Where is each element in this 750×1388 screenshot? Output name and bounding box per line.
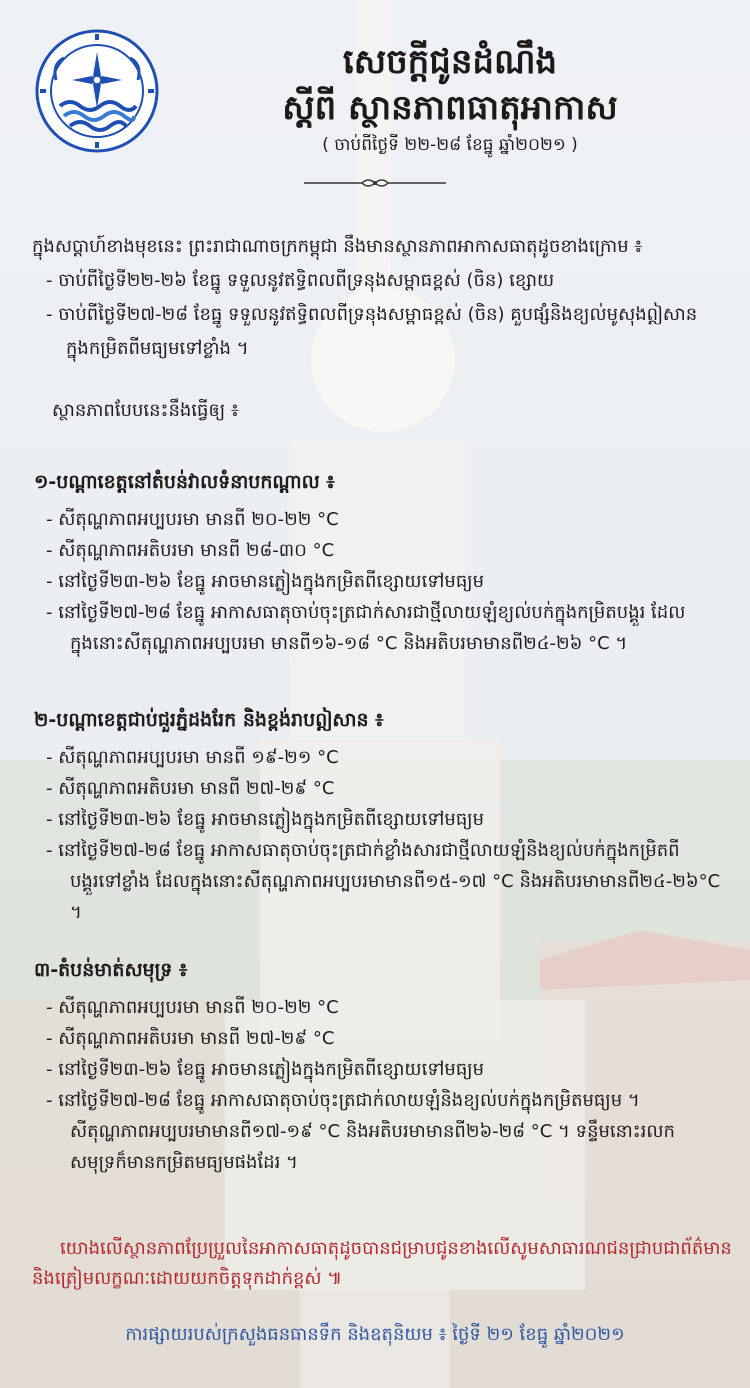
forecast-item: - សីតុណ្ហភាពអប្បបរមា មានពី ២០-២២ °C: [46, 997, 339, 1018]
page-title: សេចក្តីជូនដំណឹង: [342, 42, 558, 82]
forecast-item-continuation: ក្នុងនោះសីតុណ្ហភាពអប្បបរមា មានពី១៦-១៨ °C និងអតិបរមាមានពី២៤-២៦ °C ។: [70, 633, 628, 654]
ministry-logo-icon: [34, 28, 160, 154]
consequence-label: ស្ថានភាពបែបនេះនឹងធ្វើឲ្យ ៖: [52, 400, 239, 421]
forecast-item: - សីតុណ្ហភាពអប្បបរមា មានពី ១៩-២១ °C: [46, 747, 339, 768]
forecast-item: - នៅថ្ងៃទី២៧-២៨ ខែធ្នូ អាកាសធាតុចាប់ចុះត្រជាក់ខ្លាំងសារជាថ្មីលាយឡំនិងខ្យល់បក់ក្នុងកម្រិតពី: [46, 840, 680, 861]
notice-line: និងត្រៀមលក្ខណៈដោយយកចិត្តទុកដាក់ខ្ពស់ ៕: [32, 1268, 343, 1289]
page-subtitle: ស្តីពី ស្ថានភាពធាតុអាកាស: [282, 88, 618, 128]
section-heading: ៣-តំបន់មាត់សមុទ្រ ៖: [34, 959, 188, 981]
ornament-divider-icon: [300, 176, 450, 190]
forecast-item-continuation: សមុទ្រក៏មានកម្រិតមធ្យមផងដែរ ។: [70, 1152, 298, 1173]
intro-bullet: - ចាប់ពីថ្ងៃទី២២-២៦ ខែធ្នូ ទទួលនូវឥទ្ធិពលពីទ្រនុងសម្ពាធខ្ពស់ (ចិន) ខ្សោយ: [46, 270, 555, 291]
forecast-item: - សីតុណ្ហភាពអតិបរមា មានពី ២៨-៣០ °C: [46, 540, 335, 561]
region-section: [34, 470, 734, 659]
forecast-item-continuation: បង្គួរទៅខ្លាំង ដែលក្នុងនោះសីតុណ្ហភាពអប្បបរមាមានពី១៥-១៧ °C និងអតិបរមាមានពី២៤-២៦°C ។: [70, 871, 721, 923]
forecast-item: - សីតុណ្ហភាពអតិបរមា មានពី ២៧-២៩ °C: [46, 778, 335, 799]
intro-block: [32, 230, 732, 366]
forecast-item: - នៅថ្ងៃទី២៣-២៦ ខែធ្នូ អាចមានភ្លៀងក្នុងកម្រិតពីខ្សោយទៅមធ្យម: [46, 809, 485, 830]
forecast-item: - នៅថ្ងៃទី២៧-២៨ ខែធ្នូ អាកាសធាតុចាប់ចុះត្រជាក់សារជាថ្មីលាយឡំខ្យល់បក់ក្នុងកម្រិតបង្គួរ ដែល: [46, 602, 686, 623]
intro-bullet-continuation: ក្នុងកម្រិតពីមធ្យមទៅខ្លាំង ។: [66, 338, 249, 359]
forecast-item: - នៅថ្ងៃទី២៣-២៦ ខែធ្នូ អាចមានភ្លៀងក្នុងកម្រិតពីខ្សោយទៅមធ្យម: [46, 571, 485, 592]
issuer-footer: ការផ្សាយរបស់ក្រសួងធនធានទឹក និងឧតុនិយម ៖ ថ្ងៃទី ២១ ខែធ្នូ ឆ្នាំ២០២១: [125, 1324, 625, 1345]
forecast-item: - នៅថ្ងៃទី២៣-២៦ ខែធ្នូ អាចមានភ្លៀងក្នុងកម្រិតពីខ្សោយទៅមធ្យម: [46, 1059, 485, 1080]
forecast-item-continuation: សីតុណ្ហភាពអប្បបរមាមានពី១៧-១៩ °C និងអតិបរមាមានពី២៦-២៨ °C ។ ទន្ទឹមនោះរលក: [70, 1121, 675, 1142]
section-heading: ២-បណ្តាខេត្តជាប់ជួរភ្នំដងរែក និងខ្ពង់រាបឦសាន ៖: [34, 709, 384, 731]
date-range: ( ចាប់ពីថ្ងៃទី ២២-២៨ ខែធ្នូ ឆ្នាំ២០២១ ): [322, 135, 578, 155]
forecast-item: - នៅថ្ងៃទី២៧-២៨ ខែធ្នូ អាកាសធាតុចាប់ចុះត្រជាក់លាយឡំនិងខ្យល់បក់ក្នុងកម្រិតមធ្យម ។: [46, 1090, 640, 1111]
forecast-item: - សីតុណ្ហភាពអប្បបរមា មានពី ២០-២២ °C: [46, 509, 339, 530]
region-section: [34, 958, 734, 1178]
region-section: [34, 708, 734, 928]
notice-line: យោងលើស្ថានភាពប្រែប្រួលនៃអាកាសធាតុដូចបានជម្រាបជូនខាងលើសូមសាធារណជនជ្រាបជាព័ត៌មាន: [60, 1238, 732, 1259]
intro-bullet: - ចាប់ពីថ្ងៃទី២៧-២៨ ខែធ្នូ ទទួលនូវឥទ្ធិពលពីទ្រនុងសម្ពាធខ្ពស់ (ចិន) គួបផ្សំនិងខ្យល់មូសុងឦសាន: [46, 304, 698, 325]
public-notice: [32, 1234, 732, 1294]
forecast-item: - សីតុណ្ហភាពអតិបរមា មានពី ២៧-២៩ °C: [46, 1028, 335, 1049]
intro-lead: ក្នុងសប្តាហ៍ខាងមុខនេះ ព្រះរាជាណាចក្រកម្ពុជា នឹងមានស្ថានភាពអាកាសធាតុដូចខាងក្រោម ៖: [32, 236, 643, 257]
section-heading: ១-បណ្តាខេត្តនៅតំបន់វាលទំនាបកណ្តាល ៖: [34, 471, 335, 493]
